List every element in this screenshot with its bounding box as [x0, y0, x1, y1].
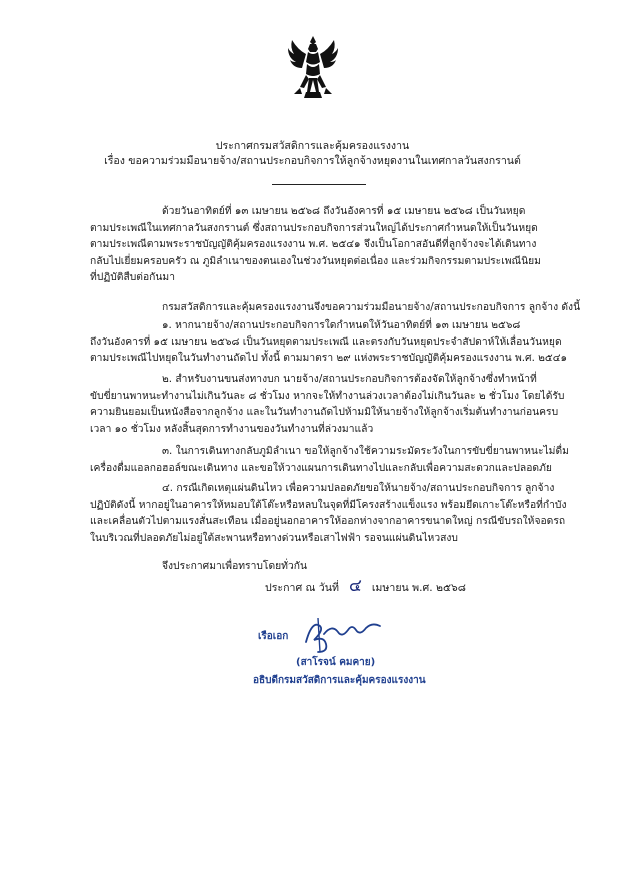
item-2-paragraph	[90, 371, 565, 437]
garuda-emblem-icon	[286, 34, 340, 100]
item-3-paragraph	[90, 443, 569, 476]
text-line: กลับไปเยี่ยมครอบครัว ณ ภูมิลำเนาของตนเองในช่วงวันหยุดต่อเนื่อง และร่วมกิจกรรมตามประเพณีนิยม	[90, 254, 541, 267]
date-day: ๔	[348, 576, 362, 596]
date-suffix: เมษายน พ.ศ. ๒๕๖๘	[371, 582, 466, 594]
text-line: และเคลื่อนตัวไปตามแรงสั่นสะเทือน เมื่ออยู่นอกอาคารให้ออกห่างจากอาคารขนาดใหญ่ กรณีขับรถให้จอดรถ	[90, 515, 566, 528]
text-line: ๔. กรณีเกิดเหตุแผ่นดินไหว เพื่อความปลอดภัยขอให้นายจ้าง/สถานประกอบกิจการ ลูกจ้าง	[162, 482, 555, 494]
announce-date	[265, 572, 466, 599]
intro-paragraph	[90, 203, 548, 286]
text-line: ขับขี่ยานพาหนะทำงานไม่เกินวันละ ๘ ชั่วโมง หากจะให้ทำงานล่วงเวลาต้องไม่เกินวันละ ๒ ชั่วโมง โดยได้รับ	[90, 389, 565, 402]
signature-title: อธิบดีกรมสวัสดิการและคุ้มครองแรงงาน	[253, 675, 426, 686]
text-line: เครื่องดื่มแอลกอฮอล์ขณะเดินทาง และขอให้วางแผนการเดินทางไปและกลับเพื่อความสะดวกและปลอดภัย	[90, 461, 552, 474]
handwritten-signature	[298, 612, 390, 656]
text-line: ๑. หากนายจ้าง/สถานประกอบกิจการใดกำหนดให้วันอาทิตย์ที่ ๑๓ เมษายน ๒๕๖๘	[162, 319, 521, 331]
item-4-paragraph	[90, 480, 567, 546]
text-line: เวลา ๑๐ ชั่วโมง หลังสิ้นสุดการทำงานของวันทำงานที่ล่วงมาแล้ว	[90, 422, 374, 435]
request-intro	[90, 299, 581, 316]
text-line: ที่ปฏิบัติสืบต่อกันมา	[90, 271, 175, 284]
text-line: ถึงวันอังคารที่ ๑๕ เมษายน ๒๕๖๘ เป็นวันหยุดตามประเพณี และตรงกับวันหยุดประจำสัปดาห์ให้เลื่อนวันหยุด	[90, 335, 562, 348]
text-line: จึงประกาศมาเพื่อทราบโดยทั่วกัน	[162, 560, 308, 572]
text-line: ปฏิบัติดังนี้ หากอยู่ในอาคารให้หมอบใต้โต๊ะหรือหลบในจุดที่มีโครงสร้างแข็งแรง พร้อมยึดเกาะโต๊ะหรือที่กำบัง	[90, 498, 567, 511]
text-line: ๓. ในการเดินทางกลับภูมิลำเนา ขอให้ลูกจ้างใช้ความระมัดระวังในการขับขี่ยานพาหนะไม่ดื่ม	[162, 445, 569, 457]
text-line: ความยินยอมเป็นหนังสือจากลูกจ้าง และในวันทำงานถัดไปห้ามมิให้นายจ้างให้ลูกจ้างเริ่มต้นทำงานก่อนครบ	[90, 406, 559, 419]
signature-rank: เรือเอก	[258, 631, 289, 642]
text-line: กรมสวัสดิการและคุ้มครองแรงงานจึงขอความร่วมมือนายจ้าง/สถานประกอบกิจการ ลูกจ้าง ดังนี้	[162, 301, 581, 313]
item-1-paragraph	[90, 317, 568, 367]
text-line: ด้วยวันอาทิตย์ที่ ๑๓ เมษายน ๒๕๖๘ ถึงวันอังคารที่ ๑๕ เมษายน ๒๕๖๘ เป็นวันหยุด	[162, 205, 526, 217]
signature-name: (สาโรจน์ คมคาย)	[296, 657, 376, 668]
announcement-issuer: ประกาศกรมสวัสดิการและคุ้มครองแรงงาน	[215, 140, 410, 152]
text-line: ตามประเพณีไปหยุดในวันทำงานถัดไป ทั้งนี้ ตามมาตรา ๒๙ แห่งพระราชบัญญัติคุ้มครองแรงงาน พ.ศ. ๒๕๔๑	[90, 352, 568, 365]
announcement-subject: เรื่อง ขอความร่วมมือนายจ้าง/สถานประกอบกิจการให้ลูกจ้างหยุดงานในเทศกาลวันสงกรานต์	[104, 155, 521, 167]
divider	[272, 184, 366, 185]
text-line: ตามประเพณีในเทศกาลวันสงกรานต์ ซึ่งสถานประกอบกิจการส่วนใหญ่ได้ประกาศกำหนดให้เป็นวันหยุด	[90, 221, 538, 234]
text-line: ตามประเพณีตามพระราชบัญญัติคุ้มครองแรงงาน พ.ศ. ๒๕๔๑ จึงเป็นโอกาสอันดีที่ลูกจ้างจะได้เดินทาง	[90, 238, 537, 251]
date-prefix: ประกาศ ณ วันที่	[265, 582, 339, 594]
text-line: ในบริเวณที่ปลอดภัยไม่อยู่ใต้สะพานหรือทางด่วนหรือเสาไฟฟ้า รอจนแผ่นดินไหวสงบ	[90, 531, 458, 544]
text-line: ๒. สำหรับงานขนส่งทางบก นายจ้าง/สถานประกอบกิจการต้องจัดให้ลูกจ้างซึ่งทำหน้าที่	[162, 373, 537, 385]
